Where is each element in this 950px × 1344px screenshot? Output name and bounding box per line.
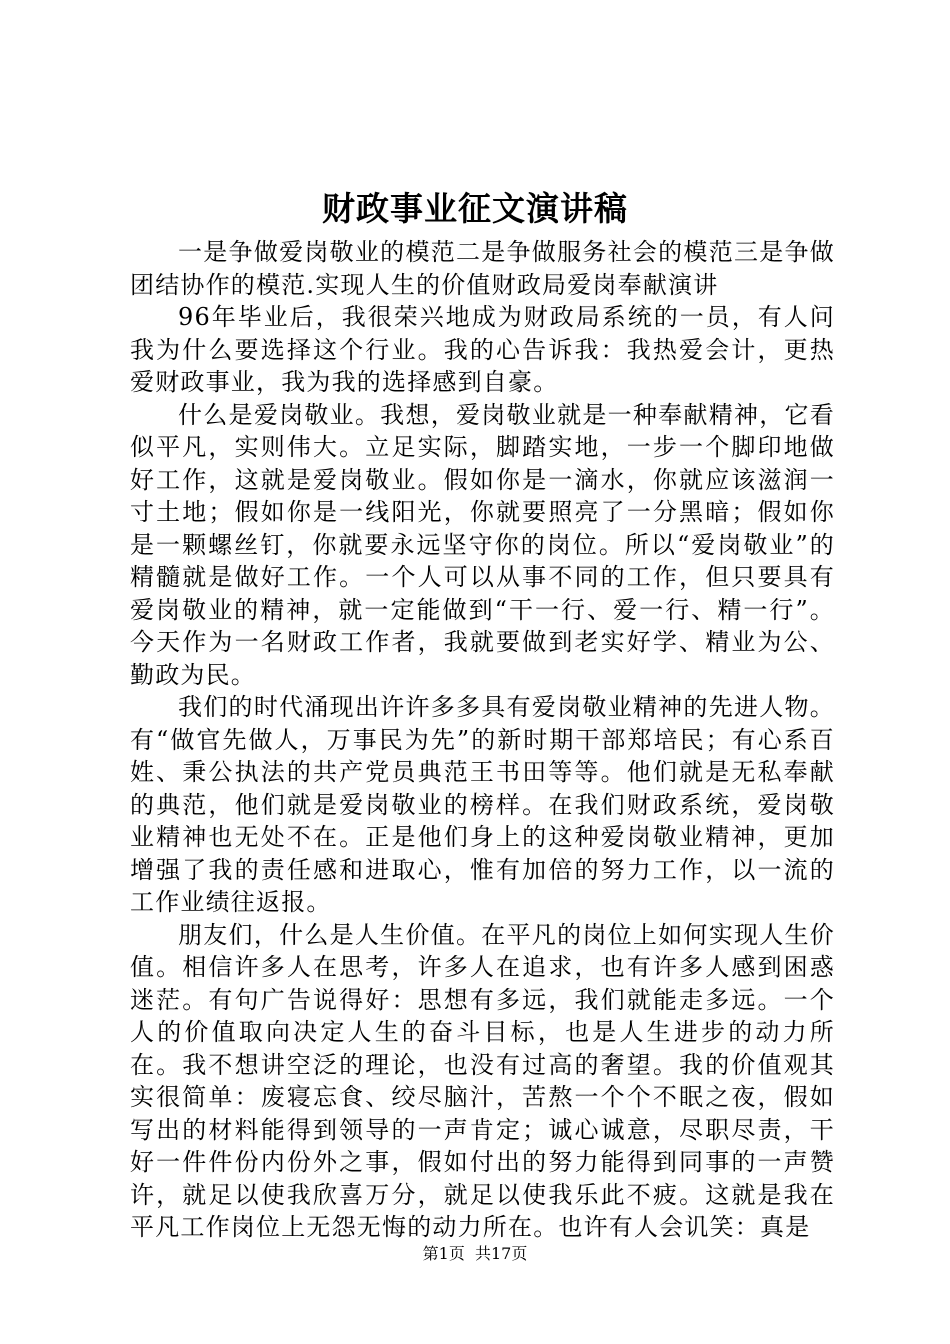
paragraph-graduation: 96年毕业后，我很荣兴地成为财政局系统的一员，有人问我为什么要选择这个行业。我的心告诉我：我热爱会计，更热爱财政事业，我为我的选择感到自豪。 <box>130 303 835 396</box>
document-title: 财政事业征文演讲稿 <box>322 189 628 228</box>
page-number-footer: 第1页 共17页 <box>422 1244 528 1263</box>
paragraph-life-value: 朋友们，什么是人生价值。在平凡的岗位上如何实现人生价值。相信许多人在思考，许多人在追求，也有许多人感到困惑迷茫。有句广告说得好：思想有多远，我们就能走多远。一个人的价值取向决定人生的奋斗目标，也是人生进步的动力所在。我不想讲空泛的理论，也没有过高的奢望。我的价值观其实很简单：废寝忘食、绞尽脑汁，苦熬一个个不眠之夜，假如写出的材料能得到领导的一声肯定；诚心诚意，尽职尽责，干好一件件份内份外之事，假如付出的努力能得到同事的一声赞许，就足以使我欣喜万分，就足以使我乐此不疲。这就是我在平凡工作岗位上无怨无悔的动力所在。也许有人会讥笑：真是 <box>130 920 835 1241</box>
paragraph-intro: 一是争做爱岗敬业的模范二是争做服务社会的模范三是争做团结协作的模范.实现人生的价值财政局爱岗奉献演讲 <box>130 238 835 299</box>
paragraph-dedication: 什么是爱岗敬业。我想，爱岗敬业就是一种奉献精神，它看似平凡，实则伟大。立足实际，脚踏实地，一步一个脚印地做好工作，这就是爱岗敬业。假如你是一滴水，你就应该滋润一寸土地；假如你是一线阳光，你就要照亮了一分黑暗；假如你是一颗螺丝钉，你就要永远坚守你的岗位。所以“爱岗敬业”的精髓就是做好工作。一个人可以从事不同的工作，但只要具有爱岗敬业的精神，就一定能做到“干一行、爱一行、精一行”。今天作为一名财政工作者，我就要做到老实好学、精业为公、勤政为民。 <box>130 400 835 689</box>
document-body <box>130 236 835 1244</box>
paragraph-role-models: 我们的时代涌现出许许多多具有爱岗敬业精神的先进人物。有“做官先做人，万事民为先”的新时期干部郑培民；有心系百姓、秉公执法的共产党员典范王书田等等。他们就是无私奉献的典范，他们就是爱岗敬业的榜样。在我们财政系统，爱岗敬业精神也无处不在。正是他们身上的这种爱岗敬业精神，更加增强了我的责任感和进取心，惟有加倍的努力工作，以一流的工作业绩往返报。 <box>130 693 835 916</box>
